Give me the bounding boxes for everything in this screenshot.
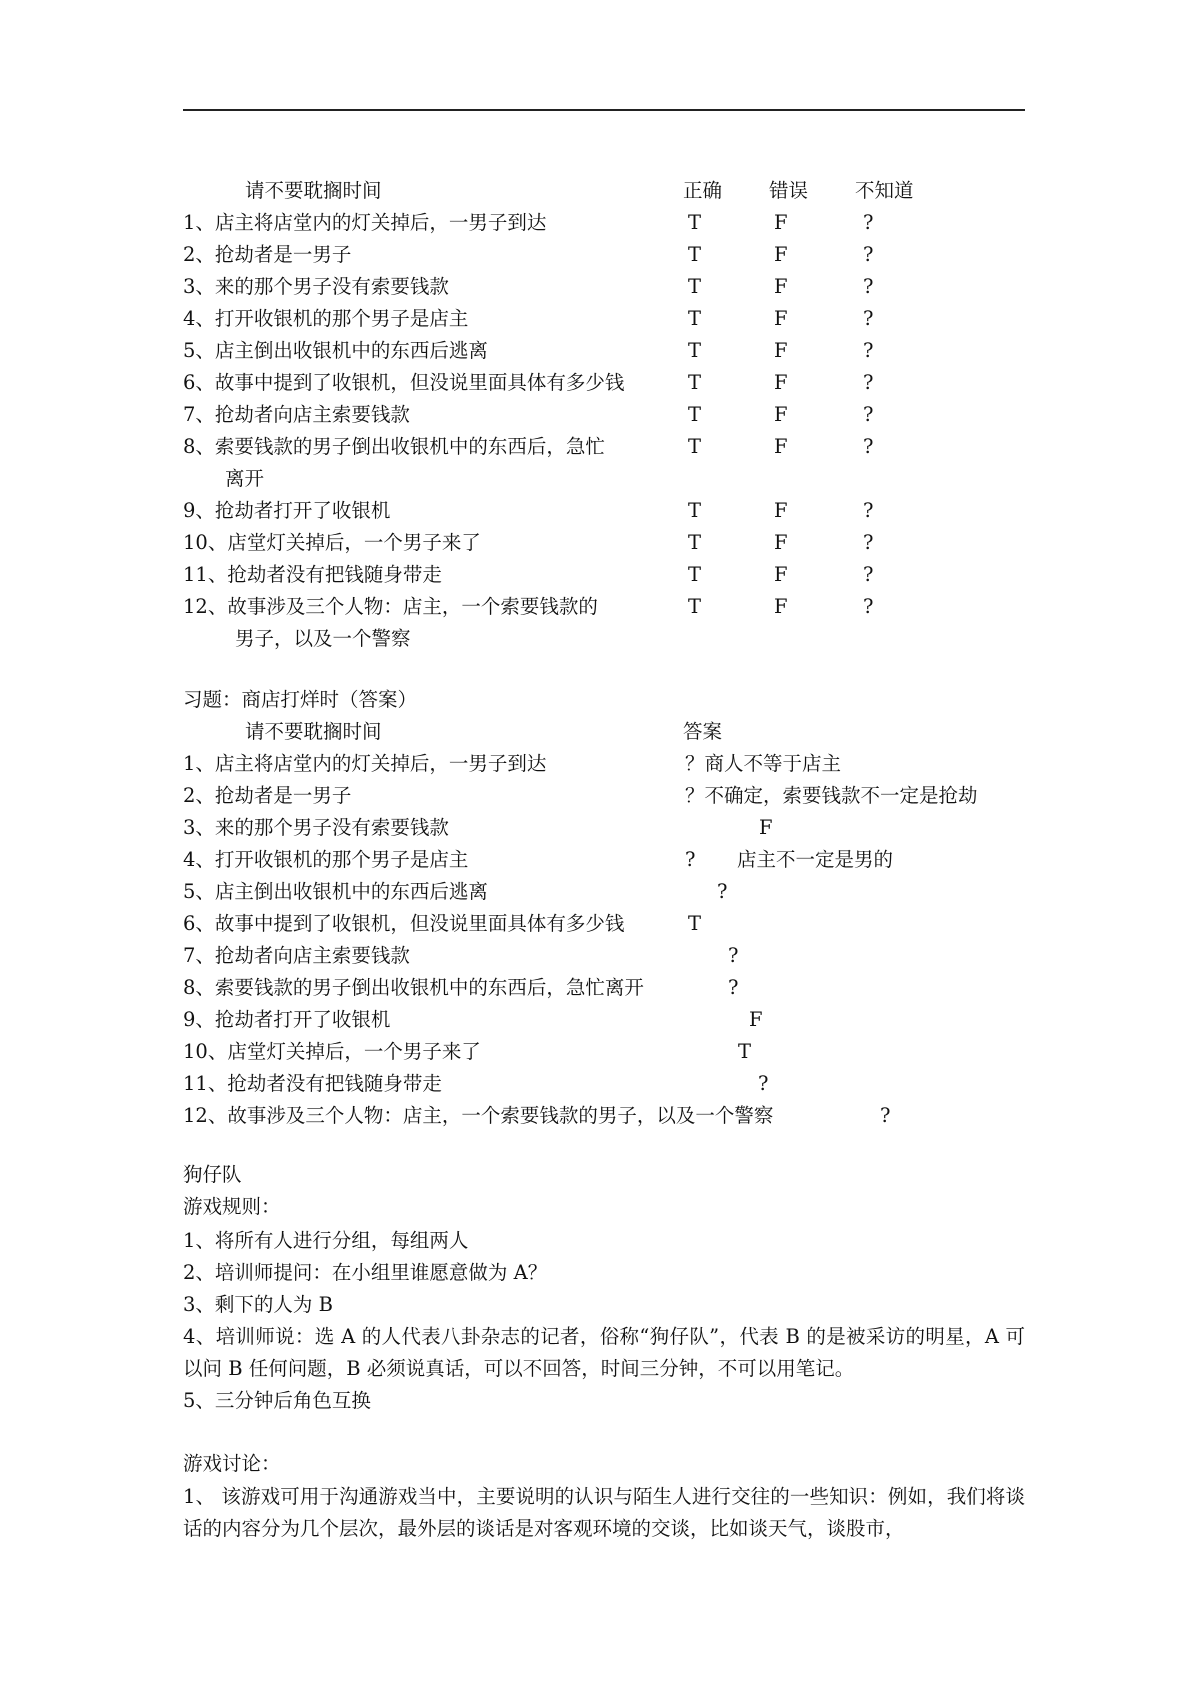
question-text: 12、故事涉及三个人物：店主，一个索要钱款的 [183,595,598,618]
answer-table-title: 请不要耽搁时间 [245,720,382,743]
answer-true-option: T [688,371,702,394]
answer-value: F [749,1008,763,1031]
answer-true-option: T [688,531,702,554]
answer-unknown-option: ? [863,563,874,586]
question-text: 7、抢劫者向店主索要钱款 [183,403,410,426]
answer-unknown-option: ? [863,371,874,394]
answer-value: ? [728,976,739,999]
answer-unknown-option: ? [863,435,874,458]
answer-false-option: F [774,307,788,330]
answer-false-option: F [774,435,788,458]
answer-value: ？商人不等于店主 [685,752,842,775]
header-rule [183,109,1025,111]
question-text: 5、店主倒出收银机中的东西后逃离 [183,339,488,362]
answer-true-option: T [688,339,702,362]
answer-false-option: F [774,403,788,426]
answer-true-option: T [688,307,702,330]
question-text: 8、索要钱款的男子倒出收银机中的东西后，急忙离开 [183,976,644,999]
question-text: 10、店堂灯关掉后，一个男子来了 [183,1040,481,1063]
rules-heading: 游戏规则： [183,1195,281,1218]
question-text: 6、故事中提到了收银机，但没说里面具体有多少钱 [183,371,625,394]
question-text-continued: 离开 [225,467,265,490]
answer-value: T [738,1040,752,1063]
rule-item: 4、培训师说：选 A 的人代表八卦杂志的记者，俗称“狗仔队”，代表 B 的是被采访的明星，A 可以问 B 任何问题，B 必须说真话，可以不回答，时间三分钟，不可以用笔记。 [183,1325,1025,1380]
rule-item: 1、将所有人进行分组，每组两人 [183,1229,469,1252]
column-header-false: 错误 [769,179,809,202]
answer-value: ？不确定，索要钱款不一定是抢劫 [685,784,978,807]
answer-note: 店主不一定是男的 [737,848,894,871]
answer-value: T [688,912,702,935]
question-text: 10、店堂灯关掉后，一个男子来了 [183,531,481,554]
question-text: 1、店主将店堂内的灯关掉后，一男子到达 [183,752,547,775]
answer-unknown-option: ? [863,499,874,522]
answer-true-option: T [688,595,702,618]
answer-unknown-option: ? [863,211,874,234]
answer-true-option: T [688,211,702,234]
answer-false-option: F [774,499,788,522]
answer-unknown-option: ? [863,595,874,618]
answer-unknown-option: ? [863,403,874,426]
question-text: 11、抢劫者没有把钱随身带走 [183,563,442,586]
column-header-unknown: 不知道 [855,179,914,202]
answer-false-option: F [774,211,788,234]
answer-section-title: 习题：商店打烊时（答案） [183,688,418,711]
question-text: 1、店主将店堂内的灯关掉后，一男子到达 [183,211,547,234]
answer-true-option: T [688,563,702,586]
game-title: 狗仔队 [183,1163,242,1186]
question-text: 4、打开收银机的那个男子是店主 [183,307,469,330]
answer-value: ? [728,944,739,967]
answer-unknown-option: ? [863,275,874,298]
answer-false-option: F [774,275,788,298]
question-text: 2、抢劫者是一男子 [183,243,352,266]
question-text: 9、抢劫者打开了收银机 [183,1008,391,1031]
question-text: 11、抢劫者没有把钱随身带走 [183,1072,442,1095]
question-text: 2、抢劫者是一男子 [183,784,352,807]
answer-true-option: T [688,435,702,458]
answer-false-option: F [774,595,788,618]
column-header-answer: 答案 [683,720,723,743]
answer-unknown-option: ? [863,531,874,554]
answer-false-option: F [774,563,788,586]
question-text: 3、来的那个男子没有索要钱款 [183,275,449,298]
question-text: 7、抢劫者向店主索要钱款 [183,944,410,967]
question-text: 8、索要钱款的男子倒出收银机中的东西后，急忙 [183,435,605,458]
rule-item: 5、三分钟后角色互换 [183,1389,371,1412]
answer-false-option: F [774,371,788,394]
answer-value: ? [717,880,728,903]
quiz-table-title: 请不要耽搁时间 [245,179,382,202]
answer-true-option: T [688,275,702,298]
column-header-true: 正确 [683,179,723,202]
answer-value: F [759,816,773,839]
answer-unknown-option: ? [863,339,874,362]
answer-false-option: F [774,339,788,362]
question-text: 6、故事中提到了收银机，但没说里面具体有多少钱 [183,912,625,935]
answer-true-option: T [688,403,702,426]
answer-unknown-option: ? [863,243,874,266]
answer-value: ? [685,848,696,871]
question-text: 3、来的那个男子没有索要钱款 [183,816,449,839]
rule-item: 3、剩下的人为 B [183,1293,333,1316]
answer-true-option: T [688,243,702,266]
answer-false-option: F [774,243,788,266]
discussion-item: 1、 该游戏可用于沟通游戏当中，主要说明的认识与陌生人进行交往的一些知识：例如，我们将谈话的内容分为几个层次，最外层的谈话是对客观环境的交谈，比如谈天气，谈股市， [183,1485,1025,1540]
answer-value: ? [758,1072,769,1095]
question-text: 4、打开收银机的那个男子是店主 [183,848,469,871]
answer-false-option: F [774,531,788,554]
question-text: 5、店主倒出收银机中的东西后逃离 [183,880,488,903]
answer-true-option: T [688,499,702,522]
question-text-continued: 男子，以及一个警察 [235,627,411,650]
rule-item: 2、培训师提问：在小组里谁愿意做为 A？ [183,1261,548,1284]
answer-unknown-option: ? [863,307,874,330]
question-text: 9、抢劫者打开了收银机 [183,499,391,522]
question-text: 12、故事涉及三个人物：店主，一个索要钱款的男子，以及一个警察 [183,1104,774,1127]
discussion-heading: 游戏讨论： [183,1452,281,1475]
answer-value: ? [880,1104,891,1127]
